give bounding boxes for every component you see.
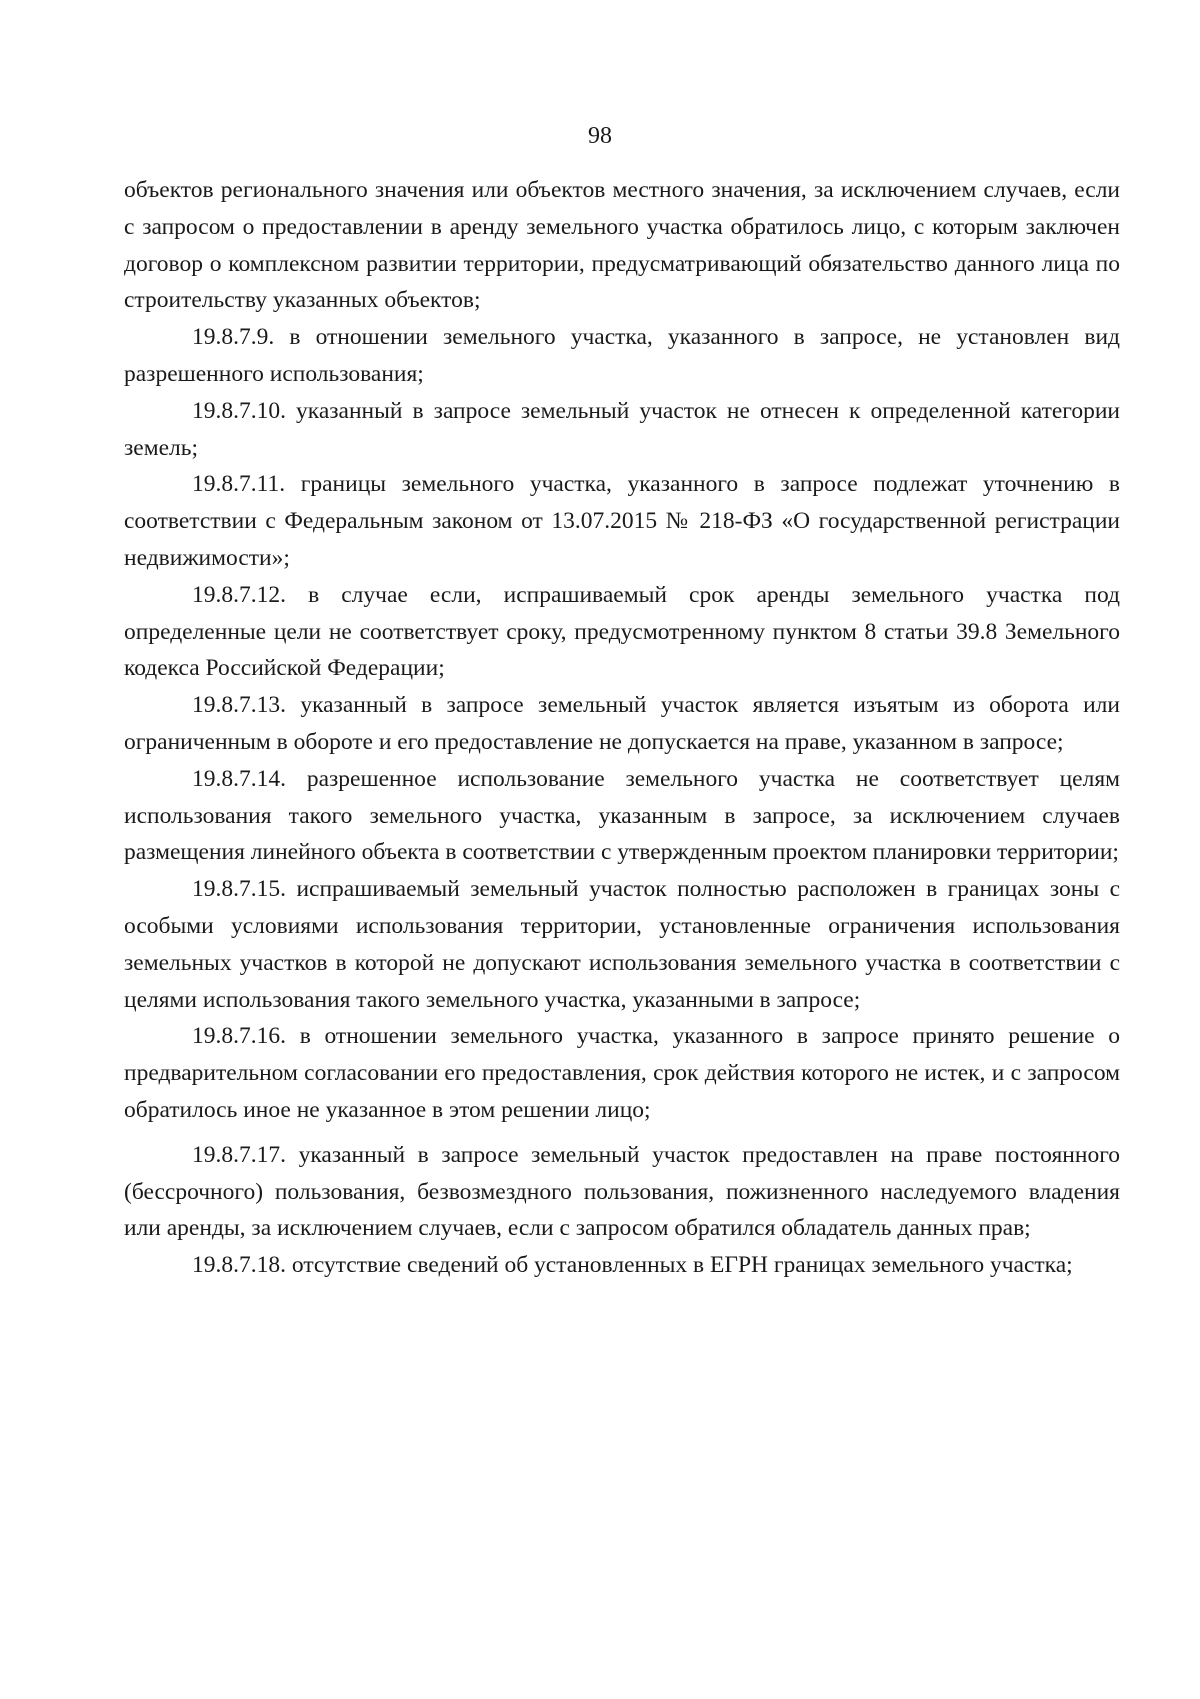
- paragraph-19-8-7-13: 19.8.7.13. указанный в запросе земельный участок является изъятым из оборота или ограниченным в обороте и его предоставление не допускается на праве, указанном в запросе;: [124, 692, 1120, 755]
- paragraph-19-8-7-17: 19.8.7.17. указанный в запросе земельный участок предоставлен на праве постоянного (бессрочного) пользования, безвозмездного пользования, пожизненного наследуемого владения или аренды, за исключением случаев, если с запросом обратился обладатель данных прав;: [124, 1141, 1120, 1242]
- paragraph-19-8-7-18: 19.8.7.18. отсутствие сведений об установленных в ЕГРН границах земельного участка;: [192, 1252, 1073, 1279]
- page-number: 98: [588, 123, 612, 149]
- paragraph-19-8-7-11: 19.8.7.11. границы земельного участка, указанного в запросе подлежат уточнению в соответствии с Федеральным законом от 13.07.2015 № 218-ФЗ «О государственной регистрации недвижимости»;: [124, 471, 1120, 571]
- paragraph-19-8-7-10: 19.8.7.10. указанный в запросе земельный участок не отнесен к определенной категории земель;: [124, 397, 1120, 461]
- paragraph-19-8-7-14: 19.8.7.14. разрешенное использование земельного участка не соответствует целям использования такого земельного участка, указанным в запросе, за исключением случаев размещения линейного объекта в соответствии с утвержденным проектом планировки территории;: [124, 765, 1120, 866]
- paragraph-19-8-7-16: 19.8.7.16. в отношении земельного участка, указанного в запросе принято решение о предварительном согласовании его предоставления, срок действия которого не истек, и с запросом обратилось иное не указанное в этом решении лицо;: [124, 1023, 1120, 1123]
- paragraph-19-8-7-12: 19.8.7.12. в случае если, испрашиваемый срок аренды земельного участка под определенные цели не соответствует сроку, предусмотренному пунктом 8 статьи 39.8 Земельного кодекса Российской Федерации;: [124, 581, 1120, 682]
- paragraph-19-8-7-9: 19.8.7.9. в отношении земельного участка, указанного в запросе, не установлен вид разрешенного использования;: [124, 324, 1120, 387]
- paragraph-continuation: объектов регионального значения или объектов местного значения, за исключением случаев, если с запросом о предоставлении в аренду земельного участка обратилось лицо, с которым заключен договор о комплексном развитии территории, предусматривающий обязательство данного лица по строительству указанных объектов;: [124, 177, 1120, 314]
- paragraph-19-8-7-15: 19.8.7.15. испрашиваемый земельный участок полностью расположен в границах зоны с особыми условиями использования территории, установленные ограничения использования земельных участков в которой не допускают использования земельного участка в соответствии с целями использования такого земельного участка, указанными в запросе;: [124, 876, 1120, 1013]
- document-body: [124, 172, 1120, 1284]
